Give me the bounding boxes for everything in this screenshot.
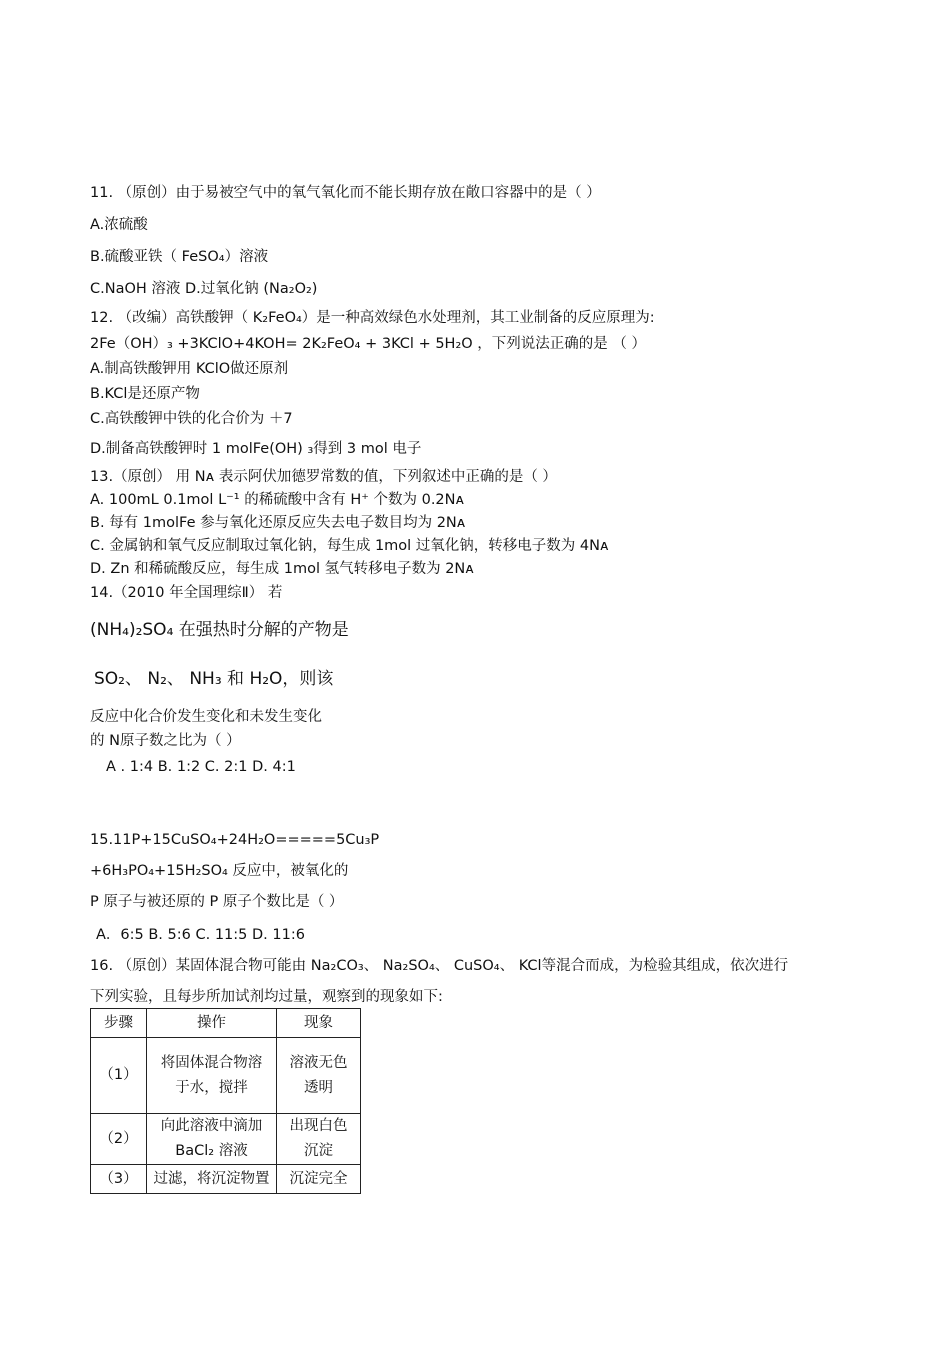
table-row bbox=[91, 1038, 361, 1114]
table-cell: 过滤，将沉淀物置 bbox=[147, 1165, 277, 1194]
q14-options: A . 1:4 B. 1:2 C. 2:1 D. 4:1 bbox=[106, 759, 296, 775]
table-cell: （2） bbox=[91, 1114, 147, 1165]
table-cell: 出现白色 沉淀 bbox=[277, 1114, 361, 1165]
q14-line-3: 反应中化合价发生变化和未发生变化 bbox=[90, 709, 322, 725]
table-cell: 将固体混合物溶 于水，搅拌 bbox=[147, 1038, 277, 1114]
q12-option-b: B.KCl是还原产物 bbox=[90, 386, 200, 402]
q14-stem: 14.（2010 年全国理综Ⅱ） 若 bbox=[90, 585, 283, 601]
q11-option-b: B.硫酸亚铁（ FeSO₄）溶液 bbox=[90, 249, 269, 265]
q15-line-3: P 原子与被还原的 P 原子个数比是（ ） bbox=[90, 894, 344, 910]
q13-option-b: B. 每有 1molFe 参与氧化还原反应失去电子数目均为 2Nᴀ bbox=[90, 515, 466, 531]
q14-line-4: 的 N原子数之比为（ ） bbox=[90, 733, 241, 749]
table-cell: 溶液无色 透明 bbox=[277, 1038, 361, 1114]
q14-line-2: SO₂、 N₂、 NH₃ 和 H₂O，则该 bbox=[94, 669, 334, 689]
q11-stem: 11. （原创）由于易被空气中的氧气氧化而不能长期存放在敞口容器中的是（ ） bbox=[90, 185, 601, 201]
q12-option-d: D.制备高铁酸钾时 1 molFe(OH) ₃得到 3 mol 电子 bbox=[90, 441, 422, 457]
q13-option-d: D. Zn 和稀硫酸反应，每生成 1mol 氢气转移电子数为 2Nᴀ bbox=[90, 561, 474, 577]
q14-line-1: (NH₄)₂SO₄ 在强热时分解的产物是 bbox=[90, 620, 349, 640]
table-cell: 向此溶液中滴加 BaCl₂ 溶液 bbox=[147, 1114, 277, 1165]
q12-option-a: A.制高铁酸钾用 KClO做还原剂 bbox=[90, 361, 289, 377]
q13-option-c: C. 金属钠和氧气反应制取过氧化钠，每生成 1mol 过氧化钠，转移电子数为 4Nᴀ bbox=[90, 538, 609, 554]
q11-option-a: A.浓硫酸 bbox=[90, 217, 148, 233]
q11-options-cd: C.NaOH 溶液 D.过氧化钠 (Na₂O₂) bbox=[90, 281, 318, 297]
q15-line-2: +6H₃PO₄+15H₂SO₄ 反应中，被氧化的 bbox=[90, 863, 349, 879]
q12-stem: 12. （改编）高铁酸钾（ K₂FeO₄）是一种高效绿色水处理剂，其工业制备的反应原理为: bbox=[90, 310, 655, 326]
table-cell: （1） bbox=[91, 1038, 147, 1114]
table-header: 操作 bbox=[147, 1009, 277, 1038]
q15-line-1: 15.11P+15CuSO₄+24H₂O=====5Cu₃P bbox=[90, 832, 380, 848]
q13-stem: 13.（原创） 用 Nᴀ 表示阿伏加德罗常数的值，下列叙述中正确的是（ ） bbox=[90, 469, 557, 485]
q16-stem-2: 下列实验，且每步所加试剂均过量，观察到的现象如下: bbox=[90, 989, 443, 1005]
q16-experiment-table bbox=[90, 1008, 361, 1194]
table-row bbox=[91, 1165, 361, 1194]
q13-option-a: A. 100mL 0.1mol L⁻¹ 的稀硫酸中含有 H⁺ 个数为 0.2Nᴀ bbox=[90, 492, 465, 508]
q16-stem: 16. （原创）某固体混合物可能由 Na₂CO₃、 Na₂SO₄、 CuSO₄、 KCl等混合而成，为检验其组成，依次进行 bbox=[90, 958, 789, 974]
table-cell: （3） bbox=[91, 1165, 147, 1194]
table-cell: 沉淀完全 bbox=[277, 1165, 361, 1194]
table-header: 现象 bbox=[277, 1009, 361, 1038]
q12-equation: 2Fe（OH）₃ +3KClO+4KOH= 2K₂FeO₄ + 3KCl + 5H₂O ，下列说法正确的是 （ ） bbox=[90, 336, 647, 352]
table-header-row bbox=[91, 1009, 361, 1038]
table-header: 步骤 bbox=[91, 1009, 147, 1038]
q15-options: A．6:5 B. 5:6 C. 11:5 D. 11:6 bbox=[96, 927, 305, 943]
q12-option-c: C.高铁酸钾中铁的化合价为 ＋7 bbox=[90, 411, 293, 427]
table-row bbox=[91, 1114, 361, 1165]
